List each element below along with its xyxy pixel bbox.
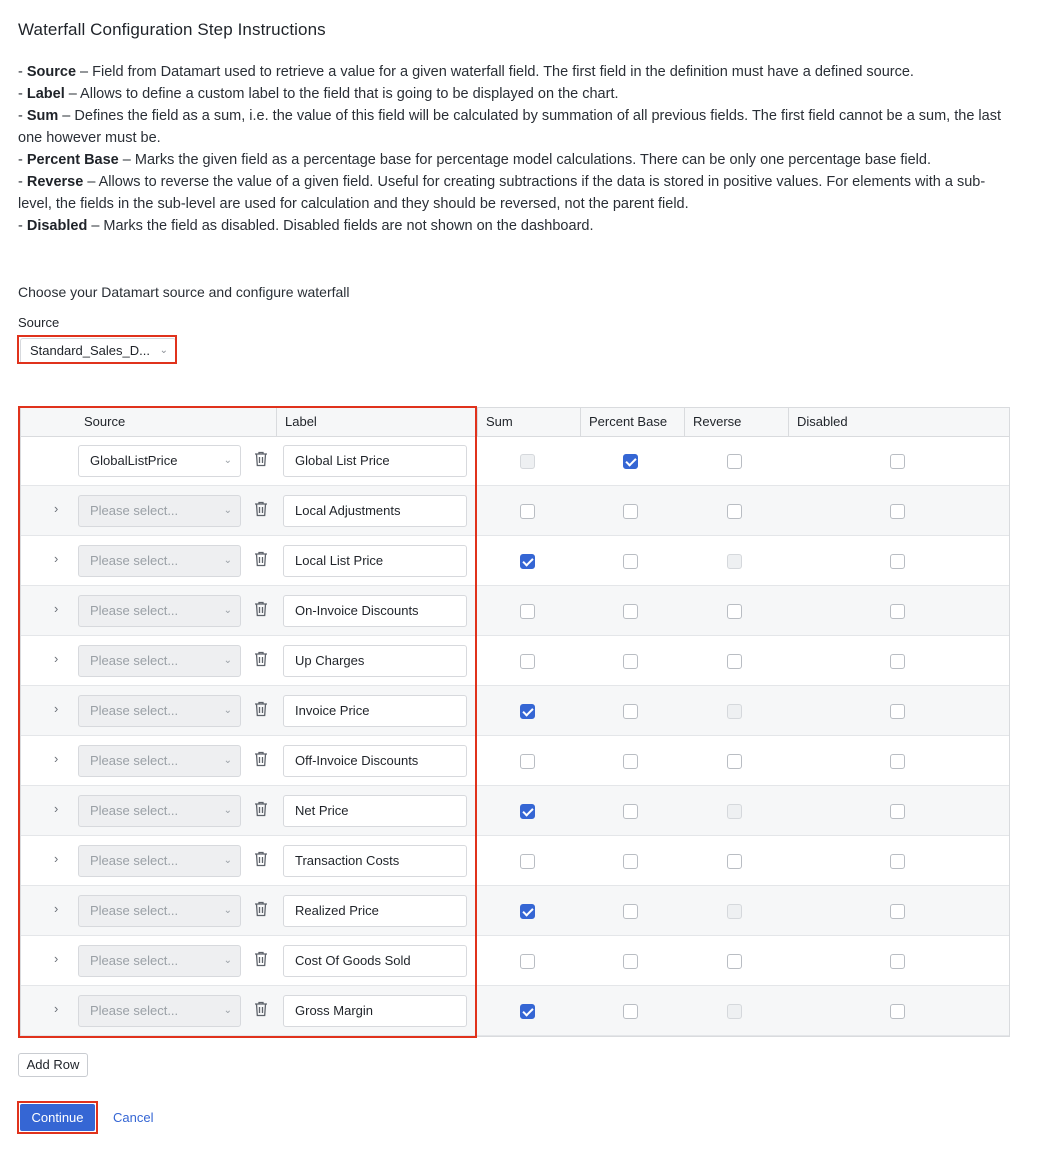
table-header	[21, 408, 1009, 437]
trash-icon[interactable]	[254, 751, 268, 767]
row-source-value: Please select...	[90, 903, 179, 918]
chevron-down-icon: ⌄	[223, 655, 232, 666]
instruction-text: – Field from Datamart used to retrieve a value for a given waterfall field. The first field in the definition must have a defined source.	[76, 64, 914, 80]
table-row	[21, 986, 1009, 1036]
row-label-input[interactable]: Cost Of Goods Sold	[283, 945, 467, 977]
table-row	[21, 936, 1009, 986]
sum-checkbox[interactable]	[520, 804, 535, 819]
column-header-reverse: Reverse	[684, 408, 788, 436]
datamart-source-select[interactable]	[20, 338, 176, 364]
row-label-input[interactable]: Global List Price	[283, 445, 467, 477]
instruction-text: – Marks the field as disabled. Disabled fields are not shown on the dashboard.	[87, 218, 594, 234]
chevron-down-icon: ⌄	[159, 345, 168, 356]
row-source-select[interactable]	[78, 945, 241, 977]
chevron-right-icon[interactable]: ›	[54, 1001, 59, 1016]
table-row	[21, 636, 1009, 686]
sum-checkbox[interactable]	[520, 604, 535, 619]
percent-base-checkbox[interactable]	[623, 954, 638, 969]
sum-checkbox[interactable]	[520, 754, 535, 769]
trash-icon[interactable]	[254, 901, 268, 917]
chevron-right-icon[interactable]: ›	[54, 601, 59, 616]
percent-base-checkbox[interactable]	[623, 754, 638, 769]
reverse-checkbox	[727, 804, 742, 819]
column-header-sum: Sum	[477, 408, 580, 436]
datamart-source-value: Standard_Sales_D...	[30, 343, 150, 358]
row-source-value: Please select...	[90, 503, 179, 518]
reverse-checkbox[interactable]	[727, 504, 742, 519]
row-source-select[interactable]	[78, 445, 241, 477]
waterfall-table	[20, 407, 1010, 1037]
row-label-input[interactable]: Off-Invoice Discounts	[283, 745, 467, 777]
column-header-disabled: Disabled	[788, 408, 1009, 436]
disabled-checkbox[interactable]	[890, 504, 905, 519]
row-label-input[interactable]: Invoice Price	[283, 695, 467, 727]
chevron-down-icon: ⌄	[223, 755, 232, 766]
chevron-down-icon: ⌄	[223, 855, 232, 866]
trash-icon[interactable]	[254, 601, 268, 617]
trash-icon[interactable]	[254, 801, 268, 817]
disabled-checkbox[interactable]	[890, 904, 905, 919]
row-label-input[interactable]: Net Price	[283, 795, 467, 827]
chevron-down-icon: ⌄	[223, 1005, 232, 1016]
row-source-select[interactable]	[78, 595, 241, 627]
row-source-value: Please select...	[90, 853, 179, 868]
chevron-down-icon: ⌄	[223, 505, 232, 516]
chevron-right-icon[interactable]: ›	[54, 551, 59, 566]
row-source-value: Please select...	[90, 703, 179, 718]
choose-source-text: Choose your Datamart source and configure waterfall	[18, 284, 350, 300]
trash-icon[interactable]	[254, 701, 268, 717]
sum-checkbox	[520, 454, 535, 469]
reverse-checkbox	[727, 904, 742, 919]
column-header-source: Source	[84, 414, 126, 429]
instruction-term: Source	[26, 64, 77, 80]
chevron-right-icon[interactable]: ›	[54, 851, 59, 866]
trash-icon[interactable]	[254, 651, 268, 667]
instruction-term: Percent Base	[26, 152, 119, 168]
reverse-checkbox[interactable]	[727, 454, 742, 469]
row-source-value: Please select...	[90, 753, 179, 768]
continue-button[interactable]: Continue	[20, 1104, 95, 1131]
trash-icon[interactable]	[254, 1001, 268, 1017]
sum-checkbox[interactable]	[520, 1004, 535, 1019]
reverse-checkbox	[727, 554, 742, 569]
disabled-checkbox[interactable]	[890, 454, 905, 469]
instruction-item: - Percent Base – Marks the given field as a percentage base for percentage model calculations. There can be only one percentage base field.	[18, 152, 931, 168]
row-label-input[interactable]: Local List Price	[283, 545, 467, 577]
chevron-right-icon[interactable]: ›	[54, 801, 59, 816]
instruction-text: – Allows to define a custom label to the field that is going to be displayed on the chart.	[64, 86, 619, 102]
table-row	[21, 736, 1009, 786]
chevron-right-icon[interactable]: ›	[54, 901, 59, 916]
reverse-checkbox	[727, 704, 742, 719]
instruction-item: - Sum – Defines the field as a sum, i.e. the value of this field will be calculated by summation of all previous fields. The first field cannot be a sum, the last one however must be.	[18, 108, 1001, 146]
disabled-checkbox[interactable]	[890, 954, 905, 969]
disabled-checkbox[interactable]	[890, 604, 905, 619]
instruction-text: – Defines the field as a sum, i.e. the value of this field will be calculated by summation of all previous fields. The first field cannot be a sum, the last one however must be.	[18, 108, 1001, 146]
disabled-checkbox[interactable]	[890, 704, 905, 719]
sum-checkbox[interactable]	[520, 554, 535, 569]
disabled-checkbox[interactable]	[890, 854, 905, 869]
row-source-select[interactable]	[78, 695, 241, 727]
row-source-value: Please select...	[90, 603, 179, 618]
sum-checkbox[interactable]	[520, 504, 535, 519]
chevron-right-icon[interactable]: ›	[54, 651, 59, 666]
chevron-down-icon: ⌄	[223, 555, 232, 566]
reverse-checkbox[interactable]	[727, 754, 742, 769]
trash-icon[interactable]	[254, 551, 268, 567]
row-label-input[interactable]: Realized Price	[283, 895, 467, 927]
percent-base-checkbox[interactable]	[623, 1004, 638, 1019]
table-row	[21, 886, 1009, 936]
disabled-checkbox[interactable]	[890, 1004, 905, 1019]
row-source-select[interactable]	[78, 895, 241, 927]
percent-base-checkbox[interactable]	[623, 654, 638, 669]
row-source-select[interactable]	[78, 795, 241, 827]
disabled-checkbox[interactable]	[890, 804, 905, 819]
trash-icon[interactable]	[254, 851, 268, 867]
column-header-label: Label	[276, 408, 477, 436]
row-source-select[interactable]	[78, 545, 241, 577]
chevron-right-icon[interactable]: ›	[54, 951, 59, 966]
page-title: Waterfall Configuration Step Instructions	[18, 20, 326, 39]
reverse-checkbox[interactable]	[727, 854, 742, 869]
row-source-value: GlobalListPrice	[90, 453, 178, 468]
sum-checkbox[interactable]	[520, 854, 535, 869]
table-row	[21, 836, 1009, 886]
table-row	[21, 686, 1009, 736]
row-label-input[interactable]: Up Charges	[283, 645, 467, 677]
table-row	[21, 486, 1009, 536]
column-header-percent-base: Percent Base	[580, 408, 684, 436]
chevron-right-icon[interactable]: ›	[54, 751, 59, 766]
instruction-term: Sum	[26, 108, 59, 124]
source-field-label: Source	[18, 315, 60, 330]
percent-base-checkbox[interactable]	[623, 604, 638, 619]
instruction-term: Reverse	[26, 174, 84, 190]
row-source-select[interactable]	[78, 645, 241, 677]
row-label-input[interactable]: Local Adjustments	[283, 495, 467, 527]
percent-base-checkbox[interactable]	[623, 704, 638, 719]
row-source-select[interactable]	[78, 995, 241, 1027]
percent-base-checkbox[interactable]	[623, 904, 638, 919]
chevron-right-icon[interactable]: ›	[54, 701, 59, 716]
sum-checkbox[interactable]	[520, 654, 535, 669]
chevron-right-icon[interactable]: ›	[54, 501, 59, 516]
row-source-select[interactable]	[78, 745, 241, 777]
table-row	[21, 436, 1009, 486]
table-row	[21, 586, 1009, 636]
row-source-select[interactable]	[78, 495, 241, 527]
row-label-input[interactable]: On-Invoice Discounts	[283, 595, 467, 627]
sum-checkbox[interactable]	[520, 954, 535, 969]
percent-base-checkbox[interactable]	[623, 554, 638, 569]
row-source-value: Please select...	[90, 1003, 179, 1018]
instruction-item: - Label – Allows to define a custom label to the field that is going to be displayed on the chart.	[18, 86, 619, 102]
chevron-down-icon: ⌄	[223, 955, 232, 966]
chevron-down-icon: ⌄	[223, 705, 232, 716]
table-row	[21, 786, 1009, 836]
chevron-down-icon: ⌄	[223, 805, 232, 816]
instruction-item: - Source – Field from Datamart used to retrieve a value for a given waterfall field. The first field in the definition must have a defined source.	[18, 64, 914, 80]
trash-icon[interactable]	[254, 501, 268, 517]
cancel-link[interactable]: Cancel	[113, 1110, 154, 1125]
disabled-checkbox[interactable]	[890, 654, 905, 669]
row-source-value: Please select...	[90, 553, 179, 568]
row-source-value: Please select...	[90, 803, 179, 818]
chevron-down-icon: ⌄	[223, 905, 232, 916]
disabled-checkbox[interactable]	[890, 554, 905, 569]
instruction-text: – Allows to reverse the value of a given field. Useful for creating subtractions if the data is stored in positive values. For elements with a sub-level, the fields in the sub-level are used for calculation and they should be reversed, not the parent field.	[18, 174, 986, 212]
instruction-item: - Disabled – Marks the field as disabled. Disabled fields are not shown on the dashboard.	[18, 218, 594, 234]
sum-checkbox[interactable]	[520, 704, 535, 719]
row-label-input[interactable]: Transaction Costs	[283, 845, 467, 877]
instruction-term: Label	[26, 86, 65, 102]
disabled-checkbox[interactable]	[890, 754, 905, 769]
table-row	[21, 536, 1009, 586]
chevron-down-icon: ⌄	[223, 605, 232, 616]
percent-base-checkbox[interactable]	[623, 854, 638, 869]
reverse-checkbox	[727, 1004, 742, 1019]
chevron-down-icon: ⌄	[223, 455, 232, 466]
row-label-input[interactable]: Gross Margin	[283, 995, 467, 1027]
reverse-checkbox[interactable]	[727, 654, 742, 669]
sum-checkbox[interactable]	[520, 904, 535, 919]
percent-base-checkbox[interactable]	[623, 454, 638, 469]
trash-icon[interactable]	[254, 451, 268, 467]
row-source-value: Please select...	[90, 953, 179, 968]
add-row-button[interactable]: Add Row	[18, 1053, 88, 1077]
instruction-item: - Reverse – Allows to reverse the value of a given field. Useful for creating subtractions if the data is stored in positive values. For elements with a sub-level, the fields in the sub-level are used for calculation and they should be reversed, not the parent field.	[18, 174, 986, 212]
reverse-checkbox[interactable]	[727, 954, 742, 969]
reverse-checkbox[interactable]	[727, 604, 742, 619]
percent-base-checkbox[interactable]	[623, 504, 638, 519]
instruction-term: Disabled	[26, 218, 88, 234]
instructions	[18, 61, 1018, 237]
row-source-value: Please select...	[90, 653, 179, 668]
trash-icon[interactable]	[254, 951, 268, 967]
instruction-text: – Marks the given field as a percentage base for percentage model calculations. There can be only one percentage base field.	[118, 152, 931, 168]
row-source-select[interactable]	[78, 845, 241, 877]
percent-base-checkbox[interactable]	[623, 804, 638, 819]
